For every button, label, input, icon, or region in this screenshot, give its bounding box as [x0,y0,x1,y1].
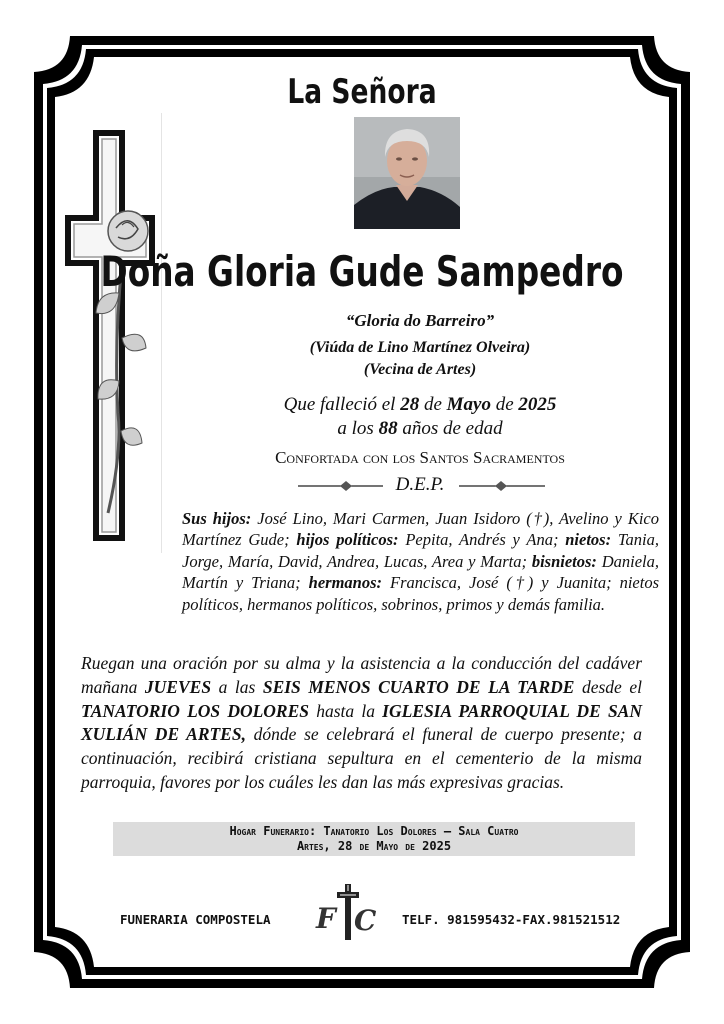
portrait-photo [354,117,460,229]
death-year: 2025 [518,394,557,415]
value-hijos: José Lino, Mari Carmen, Juan Isidoro (†), Avelino y Kico Martínez Gude; [182,509,659,550]
prayer-time: SEIS MENOS CUARTO DE LA TARDE [262,676,575,697]
value-politicos: Pepita, Andrés y Ana; [398,530,566,550]
cross-with-rose-icon [64,113,162,553]
label-hermanos: hermanos: [308,573,383,593]
label-hijos: Sus hijos: [182,509,252,528]
death-de1: de [419,394,447,415]
prayer-text-5: dónde se celebrará el funeral de cuerpo presente; a continuación, recibirá cristiana sepultura en el cementerio de la misma parroquia, favores por los cuáles les dan las más expresivas gracias. [81,724,642,792]
age-suffix: años de edad [397,418,503,439]
funeral-home-logo-icon [312,882,384,942]
dep-text: D.E.P. [395,474,445,495]
value-nietos: Tania, Jorge, María, David, Andrea, Lucas, Area y Marta; [182,530,660,571]
label-politicos: hijos políticos: [296,530,399,550]
prayer-text-2: a las [211,676,263,697]
age-line [170,418,670,440]
prayer-text-1: Ruegan una oración por su alma y la asistencia a la conducción del cadáver mañana [81,653,642,697]
value-bisnietos: Daniela, Martín y Triana; [182,551,659,593]
value-hermanos: Francisca, José (†) y Juanita; nietos políticos, hermanos políticos, sobrinos, primos y demás familia. [182,573,659,614]
widow-of-text: (Viúda de Lino Martínez Olveira) [309,339,531,356]
contact-phone: TELF. 981595432-FAX.981521512 [402,912,621,927]
dep-row [170,474,670,498]
title-heading: La Señora [287,72,437,112]
prayer-text-3: desde el [574,676,642,697]
label-nietos: nietos: [565,530,612,550]
funeral-company: FUNERARIA COMPOSTELA [120,912,271,927]
prayer-origin: TANATORIO LOS DOLORES [81,700,310,721]
logo-initials: F [316,902,336,935]
death-prefix: Que falleció el [283,394,401,415]
sacraments-text: Confortada con los Santos Sacramentos [275,448,565,467]
death-month: Mayo [446,394,491,415]
death-date-line [170,394,670,416]
svg-text:C: C [354,904,377,937]
prayer-paragraph [81,652,642,795]
prayer-church: IGLESIA PARROQUIAL DE SAN XULIÁN DE ARTES, [81,700,642,745]
prayer-day: JUEVES [144,676,212,697]
neighbor-text: (Vecina de Artes) [363,361,477,378]
age-value: 88 [378,418,398,439]
prayer-text-4: hasta la [309,700,383,721]
place-date-line: Artes, 28 de Mayo de 2025 [296,839,452,853]
funeral-home-line: Hogar Funerario: Tanatorio Los Dolores – Sala Cuatro [229,824,519,838]
age-prefix: a los [337,418,379,439]
funeral-home-bar [113,822,635,856]
label-bisnietos: bisnietos: [531,551,597,571]
death-day: 28 [400,394,420,415]
deceased-name: Doña Gloria Gude Sampedro [100,247,624,296]
death-de2: de [490,394,519,415]
alias-text: “Gloria do Barreiro” [345,311,495,330]
family-paragraph [182,508,659,615]
